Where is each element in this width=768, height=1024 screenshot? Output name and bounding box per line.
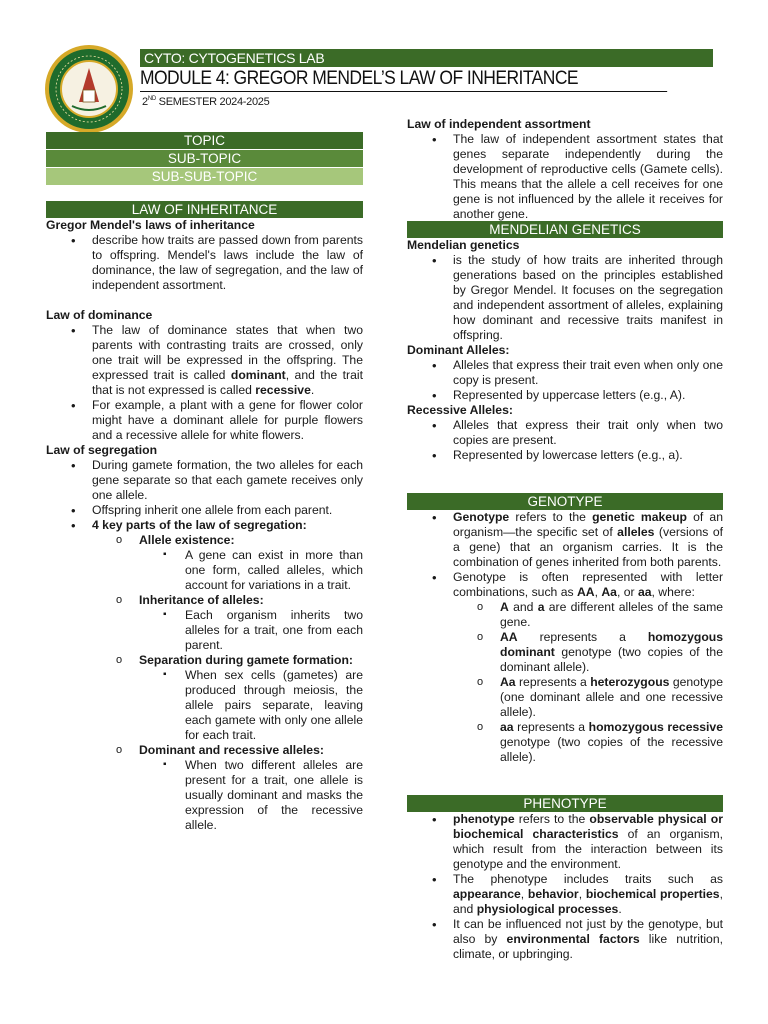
legend-topic: TOPIC — [46, 132, 363, 149]
university-seal-logo — [44, 44, 134, 134]
list-item: o Inheritance of alleles: — [46, 593, 363, 608]
list-item: ▪ Each organism inherits two alleles for a trait, one from each parent. — [46, 608, 363, 653]
section-bar-genotype: GENOTYPE — [407, 493, 723, 510]
legend-subsubtopic: SUB-SUB-TOPIC — [46, 168, 363, 185]
heading-law-of-dominance: Law of dominance — [46, 308, 153, 322]
list-item: • Alleles that express their trait even when only one copy is present. — [407, 358, 723, 388]
lab-title-bar: CYTO: CYTOGENETICS LAB — [140, 49, 713, 67]
list-item: ▪ When sex cells (gametes) are produced through meiosis, the allele pairs separate, leaving each gamete with only one allele for each trait. — [46, 668, 363, 743]
heading-mendelian-genetics: Mendelian genetics — [407, 238, 520, 252]
heading-recessive-alleles: Recessive Alleles: — [407, 403, 513, 417]
list-item: o Dominant and recessive alleles: — [46, 743, 363, 758]
section-bar-law-of-inheritance: LAW OF INHERITANCE — [46, 201, 363, 218]
list-item: o A and a are different alleles of the same gene. — [407, 600, 723, 630]
section-bar-mendelian-genetics: MENDELIAN GENETICS — [407, 221, 723, 238]
heading-legend — [46, 132, 363, 185]
list-item: o Allele existence: — [46, 533, 363, 548]
law-of-inheritance-section — [46, 201, 363, 833]
list-item: o Separation during gamete formation: — [46, 653, 363, 668]
list-item: • is the study of how traits are inherited through generations based on the principles established by Gregor Mendel. It focuses on the segregation and independent assortment of alleles, explaining how dominant and recessive traits manifest in offspring. — [407, 253, 723, 343]
list-item: • phenotype refers to the observable physical or biochemical characteristics of an organism, which result from the interaction between its genotype and the environment. — [407, 812, 723, 872]
list-item: ▪ A gene can exist in more than one form, called alleles, which account for variations in a trait. — [46, 548, 363, 593]
genotype-section — [407, 493, 723, 765]
heading-gregor-mendel-laws: Gregor Mendel's laws of inheritance — [46, 218, 255, 232]
heading-law-of-segregation: Law of segregation — [46, 443, 158, 457]
list-item: • During gamete formation, the two alleles for each gene separate so that each gamete receives only one allele. — [46, 458, 363, 503]
heading-dominant-alleles: Dominant Alleles: — [407, 343, 510, 357]
list-item: o aa represents a homozygous recessive genotype (two copies of the recessive allele). — [407, 720, 723, 765]
list-item: ▪ When two different alleles are present for a trait, one allele is usually dominant and masks the expression of the recessive allele. — [46, 758, 363, 833]
list-item: • For example, a plant with a gene for flower color might have a dominant allele for purple flowers and a recessive allele for white flowers. — [46, 398, 363, 443]
list-item: • Offspring inherit one allele from each parent. — [46, 503, 363, 518]
heading-law-of-independent-assortment: Law of independent assortment — [407, 117, 591, 131]
list-item: • The law of dominance states that when two parents with contrasting traits are crossed, only one trait will be expressed in the offspring. The expressed trait is called dominant, and the trait that is not expressed is called recessive. — [46, 323, 363, 398]
phenotype-section — [407, 795, 723, 962]
section-bar-phenotype: PHENOTYPE — [407, 795, 723, 812]
list-item: • Alleles that express their trait only when two copies are present. — [407, 418, 723, 448]
list-item: • The law of independent assortment states that genes separate independently during the development of reproductive cells (Gamete cells). This means that the allele a cell receives for one gene is not influenced by the allele it receives for another gene. — [407, 132, 723, 222]
list-item: • Genotype refers to the genetic makeup of an organism—the specific set of alleles (versions of a gene) that an organism carries. It is the combination of genes inherited from both parents. — [407, 510, 723, 570]
semester-label: 2ND SEMESTER 2024-2025 — [142, 96, 270, 108]
list-item: o Aa represents a heterozygous genotype (one dominant allele and one recessive allele). — [407, 675, 723, 720]
list-item: • The phenotype includes traits such as appearance, behavior, biochemical properties, and physiological processes. — [407, 872, 723, 917]
independent-assortment-section — [407, 117, 723, 222]
list-item: • Represented by uppercase letters (e.g., A). — [407, 388, 723, 403]
list-item: o AA represents a homozygous dominant genotype (two copies of the dominant allele). — [407, 630, 723, 675]
list-item: • 4 key parts of the law of segregation: — [46, 518, 363, 533]
list-item: • It can be influenced not just by the genotype, but also by environmental factors like nutrition, climate, or upbringing. — [407, 917, 723, 962]
legend-subtopic: SUB-TOPIC — [46, 150, 363, 167]
mendelian-genetics-section — [407, 221, 723, 463]
list-item: • describe how traits are passed down from parents to offspring. Mendel's laws include the law of dominance, the law of segregation, and the law of independent assortment. — [46, 233, 363, 293]
module-title: MODULE 4: GREGOR MENDEL’S LAW OF INHERITANCE — [140, 68, 667, 92]
list-item: • Represented by lowercase letters (e.g., a). — [407, 448, 723, 463]
list-item: • Genotype is often represented with letter combinations, such as AA, Aa, or aa, where: — [407, 570, 723, 600]
